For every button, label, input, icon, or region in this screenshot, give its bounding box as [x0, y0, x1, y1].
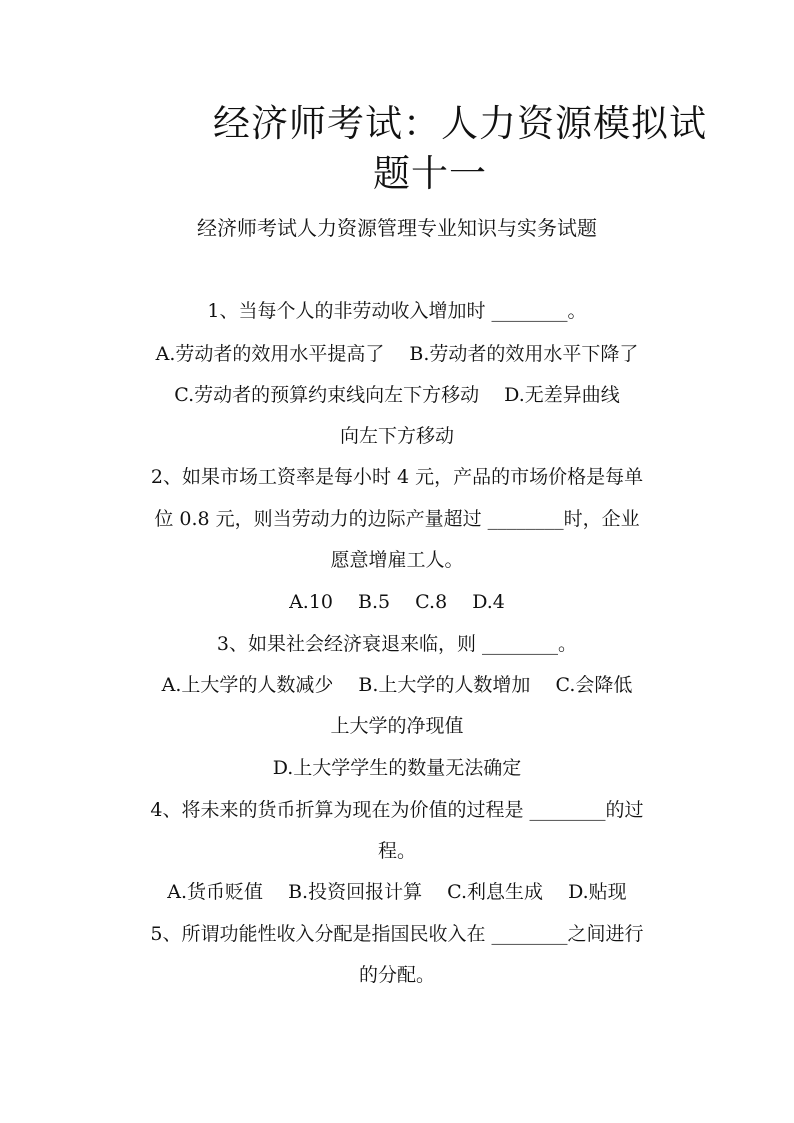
document-subtitle: 经济师考试人力资源管理专业知识与实务试题	[197, 216, 597, 240]
question-5-stem-line-2: 的分配。	[358, 964, 435, 986]
document-title	[120, 98, 740, 200]
question-4-options: A.货币贬值 B.投资回报计算 C.利息生成 D.贴现	[167, 881, 627, 903]
question-2-stem-line-1: 2、如果市场工资率是每小时 4 元，产品的市场价格是每单	[150, 466, 644, 488]
question-2-stem-line-3: 愿意增雇工人。	[330, 549, 464, 571]
question-3-options-line-3: D.上大学学生的数量无法确定	[272, 757, 522, 779]
question-2-options: A.10 B.5 C.8 D.4	[289, 591, 505, 613]
question-1-options-line-1: A.劳动者的效用水平提高了 B.劳动者的效用水平下降了	[155, 343, 639, 365]
question-1-options-line-3: 向左下方移动	[339, 425, 454, 447]
title-line-1: 经济师考试：人力资源模拟试	[213, 102, 707, 145]
question-2-stem-line-2: 位 0.8 元，则当劳动力的边际产量超过 ________时，企业	[154, 508, 640, 530]
question-3-options-line-1: A.上大学的人数减少 B.上大学的人数增加 C.会降低	[161, 674, 633, 696]
question-4-stem-line-2: 程。	[377, 840, 416, 862]
question-3-stem: 3、如果社会经济衰退来临，则 ________。	[216, 633, 578, 655]
question-4-stem-line-1: 4、将未来的货币折算为现在为价值的过程是 ________的过	[150, 799, 644, 821]
title-line-2: 题十一	[373, 152, 487, 195]
question-5-stem-line-1: 5、所谓功能性收入分配是指国民收入在 ________之间进行	[150, 923, 644, 945]
question-3-options-line-2: 上大学的净现值	[330, 715, 464, 737]
question-1-stem: 1、当每个人的非劳动收入增加时 ________。	[207, 300, 587, 322]
question-1-options-line-2: C.劳动者的预算约束线向左下方移动 D.无差异曲线	[174, 384, 620, 406]
